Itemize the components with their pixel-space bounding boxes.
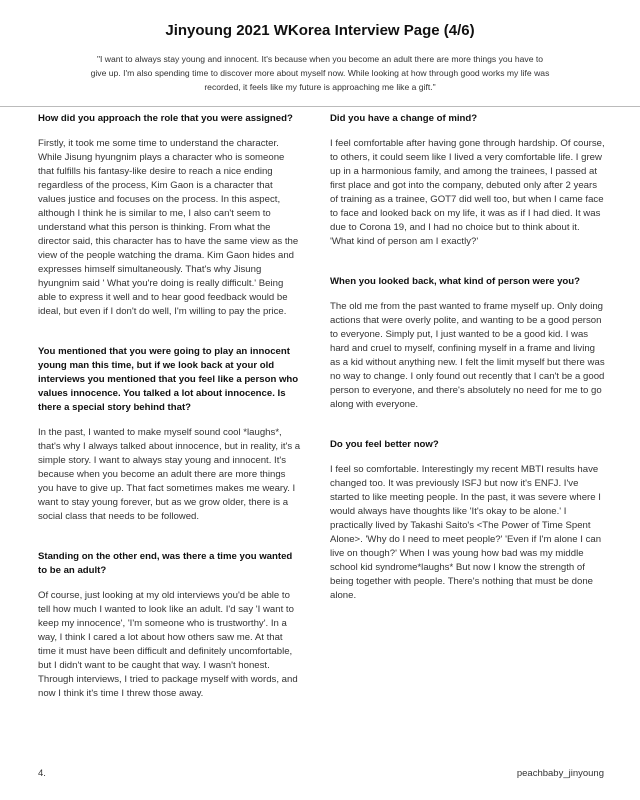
qa-block <box>38 345 302 524</box>
credit-handle: peachbaby_jinyoung <box>516 768 604 779</box>
question: When you looked back, what kind of person were you? <box>330 276 581 287</box>
left-column <box>38 112 302 727</box>
intro-quote: "I want to always stay young and innocent. It's because when you become an adult there are more things you have to give up. I'm also spending time to discover more about myself now. While looking at how through good works my life was recorded, it feels like my future is approaching me like a gift." <box>90 54 550 92</box>
answer: I feel comfortable after having gone through hardship. Of course, to others, it could seem like I lived a very comfortable life. I grew up in a harmonious family, and among the trainees, I passed at first place and got into the company, debuted only after 2 years of training as a trainee, GOT7 did well too, but when I came face to face and looked back on my life, it was as if I had died. It was due to Corona 19, and I had no choice but to think about it. 'What kind of person am I exactly?' <box>330 138 605 247</box>
answer: In the past, I wanted to make myself sound cool *laughs*, that's why I always talked about innocence, but in reality, it's a simple story. I want to always stay young and innocent. It's because when you become an adult there are more things you have to give up. That fact sometimes makes me weary. I want to stay young forever, but as we grow older, there is a social class that needs to be followed. <box>38 427 301 522</box>
answer: Of course, just looking at my old interviews you'd be able to tell how much I wanted to look like an adult. I'd say 'I want to keep my innocence', 'I'm someone who is trustworthy'. In a way, I think I cared a lot about how others saw me. At that time it must have been difficult and definitely uncomfortable, but I didn't want to be caught that way. I wasn't honest. Through interviews, I tried to package myself with words, and now I think it's time I threw those away. <box>38 590 298 699</box>
header-divider <box>0 106 640 107</box>
qa-block <box>38 550 302 701</box>
question: Did you have a change of mind? <box>330 113 478 124</box>
qa-block <box>330 438 606 603</box>
question: Standing on the other end, was there a time you wanted to be an adult? <box>38 551 293 576</box>
answer: Firstly, it took me some time to understand the character. While Jisung hyungnim plays a character who is someone that fulfills his fantasy-like desire to reach a nice ending regardless of the process, Kim Gaon is a character that values justice and focuses on the process. In this aspect, although I think he is similar to me, I also can't seem to understand what this person is thinking. From what the director said, this character has to have the same view as the view of the people watching the drama. Kim Gaon hides and expresses himself simultaneously. That's why Jisung hyungnim said ' What you're doing is really difficult.' Being able to express it well and to hear good feedback would be ideal, but even if I don't do well, I'm willing to pay the price. <box>38 138 299 317</box>
qa-block <box>330 275 606 412</box>
question: You mentioned that you were going to play an innocent young man this time, but if we look back at your old interviews you mentioned that you feel like a person who values innocence. You talked a lot about innocence. Is there a special story behind that? <box>38 346 299 413</box>
page-number: 4. <box>38 768 46 779</box>
question: How did you approach the role that you were assigned? <box>38 113 293 124</box>
right-column <box>330 112 606 629</box>
question: Do you feel better now? <box>330 439 439 450</box>
qa-block <box>330 112 606 249</box>
answer: The old me from the past wanted to frame myself up. Only doing actions that were overly polite, and wanting to be a good person to everyone. Simply put, I just wanted to be a good kid. I was hard and cruel to myself, confining myself in a frame and living as a kid without anything new. I felt the limit myself but there was no way to change. I only found out recently that I can't be a good person to everyone, and there's absolutely no need for me to go along with everyone. <box>330 301 605 410</box>
answer: I feel so comfortable. Interestingly my recent MBTI results have changed too. It was previously ISFJ but now it's ENFJ. I've started to like meeting people. In the past, it was severe where I would always have thoughts like 'It's okay to be alone.' I practically lived by Takashi Saito's <The Power of Time Spent Alone>. 'Why do I need to meet people?' 'Even if I'm alone I can live on though?' When I was young how bad was my middle school kid syndrome*laughs* But now I know the strength of being together with people. There's nothing that must be done alone. <box>330 464 602 601</box>
qa-block <box>38 112 302 319</box>
page-title: Jinyoung 2021 WKorea Interview Page (4/6) <box>165 22 475 39</box>
